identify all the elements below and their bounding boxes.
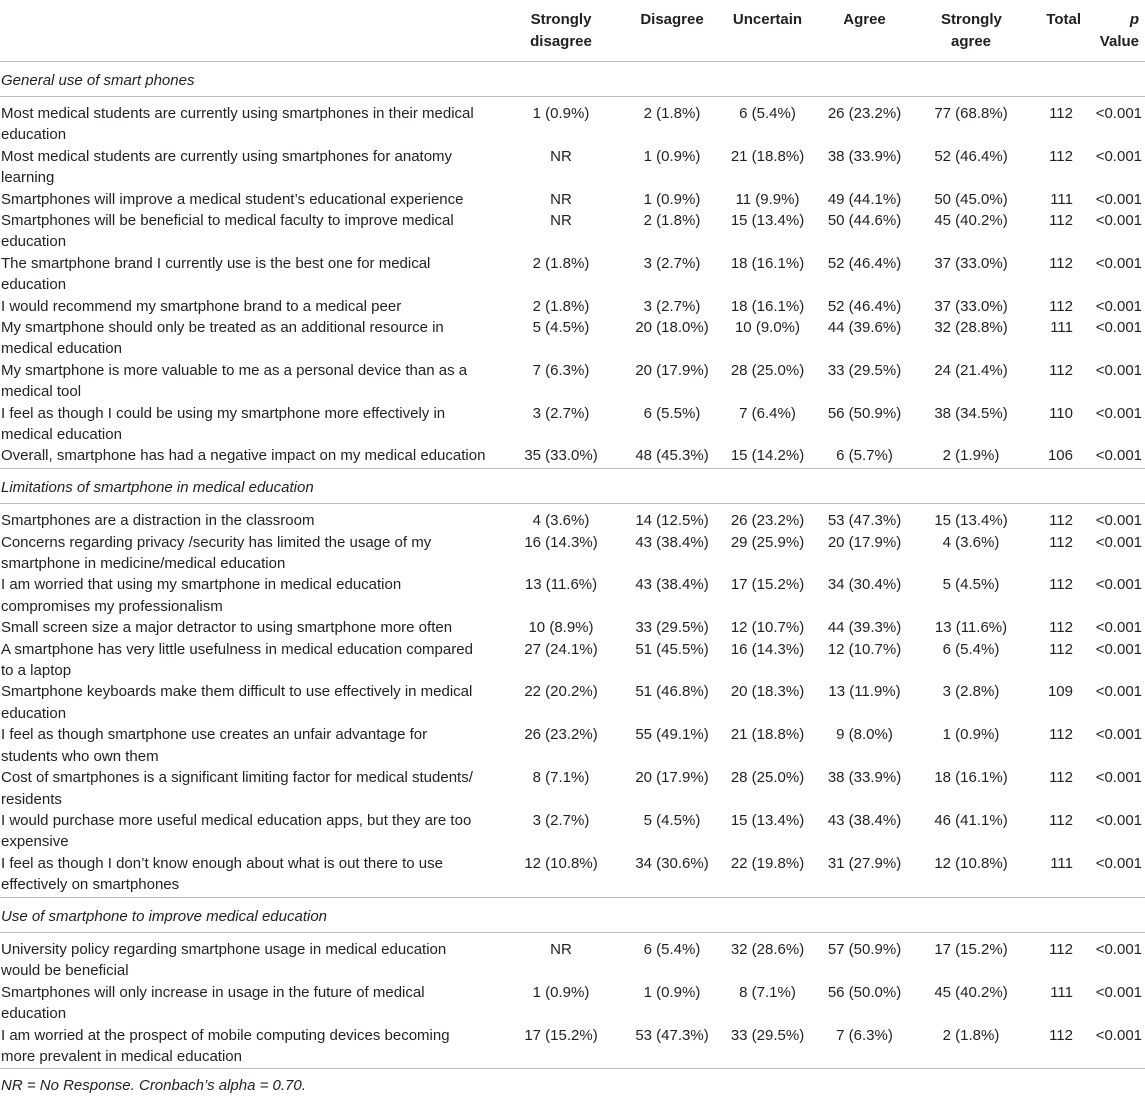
agree-cell: 9 (8.0%): [836, 726, 893, 744]
agree-cell: 44 (39.6%): [827, 318, 902, 336]
uncertain-cell: 33 (29.5%): [717, 1025, 818, 1069]
section-title: Use of smartphone to improve medical education: [0, 897, 1145, 932]
strongly-agree-cell: 45 (40.2%): [934, 211, 1008, 229]
strongly-disagree-cell: 27 (24.1%): [524, 640, 598, 658]
total-cell: 112: [1049, 147, 1073, 165]
strongly-disagree-cell: 4 (3.6%): [532, 512, 590, 530]
question-cell: I feel as though smartphone use creates an unfair advantage for students who own them: [1, 726, 428, 765]
question-cell: I would recommend my smartphone brand to a medical peer: [1, 297, 402, 315]
uncertain-cell: 32 (28.6%): [730, 940, 805, 958]
p-value-cell: <0.001: [1095, 512, 1142, 530]
table-row: [0, 210, 1145, 253]
agree-cell: 56 (50.9%): [827, 404, 902, 422]
question-cell: I would purchase more useful medical education apps, but they are too expensive: [1, 811, 472, 851]
strongly-agree-cell: 17 (15.2%): [934, 940, 1008, 958]
table-header: [0, 0, 1145, 61]
total-cell: 111: [1050, 983, 1073, 1001]
disagree-cell: 20 (17.9%): [635, 769, 709, 787]
table-row: [0, 253, 1145, 296]
p-value-cell: <0.001: [1095, 811, 1142, 829]
strongly-disagree-cell: 2 (1.8%): [532, 254, 590, 272]
p-value-cell: <0.001: [1095, 190, 1142, 208]
agree-cell: 49 (44.1%): [827, 190, 902, 208]
agree-cell: 13 (11.9%): [828, 683, 901, 701]
section-header-row: [0, 468, 1145, 503]
disagree-cell: 51 (46.8%): [635, 683, 709, 701]
total-cell: 112: [1049, 104, 1073, 122]
disagree-cell: 3 (2.7%): [643, 254, 701, 272]
strongly-agree-cell: 1 (0.9%): [942, 726, 1000, 744]
uncertain-cell: 6 (5.4%): [739, 104, 796, 122]
uncertain-cell: 10 (9.0%): [734, 318, 801, 336]
table-row: [0, 532, 1145, 575]
table-row: [0, 1025, 1145, 1069]
table-row: [0, 810, 1145, 853]
uncertain-cell: 16 (14.3%): [730, 640, 805, 658]
total-header: Total: [1031, 0, 1091, 61]
agree-cell: 26 (23.2%): [827, 104, 902, 122]
question-cell: Most medical students are currently using smartphones for anatomy learning: [1, 147, 453, 187]
table-row: [0, 767, 1145, 810]
uncertain-cell: 7 (6.4%): [739, 404, 796, 422]
agree-cell: 33 (29.5%): [827, 361, 902, 379]
disagree-cell: 6 (5.5%): [643, 404, 701, 422]
disagree-cell: 20 (18.0%): [635, 318, 709, 336]
agree-cell: 56 (50.0%): [827, 983, 902, 1001]
total-cell: 112: [1049, 940, 1073, 958]
total-cell: 112: [1049, 254, 1073, 272]
strongly-agree-cell: 18 (16.1%): [934, 769, 1008, 787]
strongly-agree-cell: 37 (33.0%): [934, 297, 1008, 315]
uncertain-cell: 12 (10.7%): [730, 619, 805, 637]
disagree-cell: 2 (1.8%): [643, 104, 701, 122]
uncertain-cell: 21 (18.8%): [730, 726, 805, 744]
agree-cell: 44 (39.3%): [827, 619, 902, 637]
uncertain-cell: 18 (16.1%): [730, 297, 805, 315]
strongly-agree-header: Strongly agree: [911, 0, 1031, 61]
disagree-cell: 53 (47.3%): [627, 1025, 717, 1069]
table-row: [0, 982, 1145, 1025]
total-cell: 112: [1049, 619, 1073, 637]
p-value-cell: <0.001: [1095, 297, 1142, 315]
uncertain-cell: 11 (9.9%): [735, 190, 800, 208]
total-cell: 112: [1049, 769, 1073, 787]
question-cell: Smartphone keyboards make them difficult to use effectively in medical education: [1, 683, 473, 722]
total-cell: 110: [1049, 404, 1073, 422]
question-cell: Concerns regarding privacy /security has limited the usage of my smartphone in medicine/medical education: [1, 533, 432, 573]
p-value-cell: <0.001: [1095, 683, 1142, 701]
table-row: [0, 574, 1145, 617]
agree-cell: 52 (46.4%): [827, 254, 902, 272]
disagree-cell: 55 (49.1%): [635, 726, 709, 744]
agree-cell: 6 (5.7%): [818, 445, 911, 468]
question-cell: A smartphone has very little usefulness in medical education compared to a laptop: [1, 640, 473, 680]
question-cell: My smartphone is more valuable to me as a personal device than as a medical tool: [1, 361, 468, 401]
strongly-disagree-cell: 7 (6.3%): [532, 361, 590, 379]
question-cell: Most medical students are currently using smartphones in their medical education: [1, 104, 474, 144]
question-cell: The smartphone brand I currently use is the best one for medical education: [1, 254, 431, 294]
p-value-cell: <0.001: [1091, 853, 1145, 897]
agree-cell: 57 (50.9%): [827, 940, 902, 958]
strongly-agree-cell: 37 (33.0%): [934, 254, 1008, 272]
question-cell: Smartphones will be beneficial to medical faculty to improve medical education: [1, 211, 454, 251]
strongly-agree-cell: 24 (21.4%): [934, 361, 1008, 379]
table-row: [0, 317, 1145, 360]
total-cell: 112: [1049, 576, 1073, 594]
uncertain-cell: 28 (25.0%): [730, 769, 805, 787]
table-row: [0, 504, 1145, 532]
disagree-cell: 1 (0.9%): [643, 983, 701, 1001]
table-row: [0, 639, 1145, 682]
disagree-cell: 48 (45.3%): [627, 445, 717, 468]
p-value-cell: <0.001: [1095, 769, 1142, 787]
question-cell: Smartphones will improve a medical student’s educational experience: [1, 190, 464, 208]
section-header-row: [0, 897, 1145, 932]
strongly-disagree-cell: 16 (14.3%): [524, 533, 598, 551]
agree-cell: 38 (33.9%): [827, 147, 902, 165]
strongly-agree-cell: 52 (46.4%): [934, 147, 1008, 165]
strongly-disagree-cell: NR: [550, 211, 572, 229]
total-cell: 112: [1049, 512, 1073, 530]
disagree-cell: 14 (12.5%): [635, 512, 709, 530]
uncertain-cell: 15 (13.4%): [730, 211, 805, 229]
section-header-row: [0, 61, 1145, 96]
p-value-cell: <0.001: [1095, 361, 1142, 379]
uncertain-cell: 22 (19.8%): [717, 853, 818, 897]
total-cell: 112: [1049, 811, 1073, 829]
disagree-cell: 1 (0.9%): [643, 190, 701, 208]
strongly-agree-cell: 32 (28.8%): [934, 318, 1008, 336]
p-value-cell: <0.001: [1095, 640, 1142, 658]
strongly-disagree-cell: 26 (23.2%): [524, 726, 598, 744]
total-cell: 111: [1050, 318, 1073, 336]
p-value-cell: <0.001: [1095, 318, 1142, 336]
strongly-disagree-cell: 3 (2.7%): [532, 404, 590, 422]
agree-cell: 43 (38.4%): [827, 811, 902, 829]
total-cell: 106: [1031, 445, 1091, 468]
p-value-cell: <0.001: [1095, 211, 1142, 229]
strongly-disagree-cell: 3 (2.7%): [532, 811, 590, 829]
agree-cell: 38 (33.9%): [827, 769, 902, 787]
p-value-cell: <0.001: [1095, 104, 1142, 122]
total-cell: 111: [1050, 190, 1073, 208]
p-value-cell: <0.001: [1091, 445, 1145, 468]
strongly-agree-cell: 3 (2.8%): [942, 683, 1000, 701]
total-cell: 112: [1031, 1025, 1091, 1069]
total-cell: 111: [1031, 853, 1091, 897]
strongly-disagree-cell: 10 (8.9%): [528, 619, 594, 637]
agree-cell: 52 (46.4%): [827, 297, 902, 315]
table-row: [0, 403, 1145, 446]
table-row: [0, 681, 1145, 724]
disagree-cell: 43 (38.4%): [635, 576, 709, 594]
disagree-cell: 43 (38.4%): [635, 533, 709, 551]
strongly-disagree-cell: 35 (33.0%): [495, 445, 627, 468]
strongly-disagree-cell: 8 (7.1%): [532, 769, 590, 787]
table-row: [0, 445, 1145, 468]
disagree-cell: 20 (17.9%): [635, 361, 709, 379]
p-value-cell: <0.001: [1095, 254, 1142, 272]
table-footnote: NR = No Response. Cronbach’s alpha = 0.70.: [1, 1077, 306, 1095]
question-cell: Cost of smartphones is a significant limiting factor for medical students/ residents: [1, 769, 473, 808]
p-value-cell: <0.001: [1095, 147, 1142, 165]
table-body: [0, 61, 1145, 1069]
disagree-cell: 5 (4.5%): [643, 811, 701, 829]
question-cell: I am worried that using my smartphone in medical education compromises my professionalism: [1, 576, 402, 615]
total-cell: 112: [1049, 361, 1073, 379]
strongly-disagree-cell: 2 (1.8%): [532, 297, 590, 315]
question-cell: I am worried at the prospect of mobile computing devices becoming more prevalent in medical education: [0, 1025, 495, 1069]
agree-cell: 20 (17.9%): [827, 533, 902, 551]
agree-cell: 7 (6.3%): [818, 1025, 911, 1069]
table-row: [0, 853, 1145, 897]
question-cell: Smartphones will only increase in usage in the future of medical education: [1, 983, 425, 1023]
strongly-agree-cell: 15 (13.4%): [934, 512, 1008, 530]
uncertain-cell: 26 (23.2%): [730, 512, 805, 530]
p-value-cell: <0.001: [1095, 533, 1142, 551]
p-value-cell: <0.001: [1095, 983, 1142, 1001]
question-cell: Smartphones are a distraction in the classroom: [1, 512, 315, 530]
agree-cell: 34 (30.4%): [827, 576, 902, 594]
strongly-disagree-cell: NR: [550, 147, 572, 165]
p-value-cell: <0.001: [1095, 404, 1142, 422]
p-value-label: Value: [1099, 33, 1139, 50]
total-cell: 112: [1049, 297, 1073, 315]
strongly-disagree-cell: NR: [550, 940, 572, 958]
strongly-disagree-cell: 5 (4.5%): [532, 318, 590, 336]
strongly-agree-cell: 6 (5.4%): [942, 640, 1000, 658]
table-row: [0, 96, 1145, 145]
question-cell: University policy regarding smartphone usage in medical education would be beneficial: [1, 940, 447, 980]
agree-cell: 31 (27.9%): [818, 853, 911, 897]
disagree-cell: 33 (29.5%): [635, 619, 709, 637]
uncertain-header: Uncertain: [717, 0, 818, 61]
disagree-cell: 3 (2.7%): [643, 297, 701, 315]
disagree-cell: 2 (1.8%): [643, 211, 701, 229]
strongly-agree-cell: 46 (41.1%): [934, 811, 1008, 829]
strongly-agree-cell: 77 (68.8%): [934, 104, 1008, 122]
strongly-agree-cell: 45 (40.2%): [934, 983, 1008, 1001]
p-value-cell: <0.001: [1095, 576, 1142, 594]
table-row: [0, 296, 1145, 317]
question-cell: Small screen size a major detractor to using smartphone more often: [1, 619, 453, 637]
uncertain-cell: 15 (14.2%): [717, 445, 818, 468]
strongly-disagree-header: Strongly disagree: [495, 0, 627, 61]
strongly-disagree-cell: 13 (11.6%): [524, 576, 598, 594]
strongly-disagree-cell: 1 (0.9%): [532, 104, 590, 122]
agree-cell: 50 (44.6%): [827, 211, 902, 229]
uncertain-cell: 21 (18.8%): [730, 147, 805, 165]
total-cell: 109: [1047, 683, 1073, 701]
question-cell: I feel as though I could be using my smartphone more effectively in medical education: [1, 404, 446, 443]
question-cell: I feel as though I don’t know enough about what is out there to use effectively on smartphones: [0, 853, 495, 897]
p-value-cell: <0.001: [1095, 940, 1142, 958]
strongly-agree-cell: 5 (4.5%): [942, 576, 1000, 594]
agree-header: Agree: [818, 0, 911, 61]
uncertain-cell: 28 (25.0%): [730, 361, 805, 379]
table-row: [0, 146, 1145, 189]
uncertain-cell: 18 (16.1%): [730, 254, 805, 272]
strongly-disagree-cell: 1 (0.9%): [532, 983, 590, 1001]
strongly-agree-cell: 13 (11.6%): [934, 619, 1008, 637]
strongly-agree-cell: 4 (3.6%): [942, 533, 1000, 551]
agree-cell: 53 (47.3%): [827, 512, 902, 530]
strongly-disagree-cell: NR: [550, 190, 572, 208]
uncertain-cell: 8 (7.1%): [739, 983, 796, 1001]
table-row: [0, 189, 1145, 210]
strongly-agree-cell: 50 (45.0%): [934, 190, 1008, 208]
uncertain-cell: 20 (18.3%): [730, 683, 805, 701]
strongly-disagree-cell: 17 (15.2%): [495, 1025, 627, 1069]
disagree-cell: 6 (5.4%): [643, 940, 701, 958]
question-column-header: [0, 0, 495, 61]
total-cell: 112: [1049, 726, 1073, 744]
table-row: [0, 724, 1145, 767]
question-cell: Overall, smartphone has had a negative impact on my medical education: [0, 445, 495, 468]
table-row: [0, 932, 1145, 981]
question-cell: My smartphone should only be treated as an additional resource in medical education: [1, 318, 444, 358]
p-value-header: [1091, 0, 1145, 61]
table-row: [0, 360, 1145, 403]
strongly-agree-cell: 12 (10.8%): [911, 853, 1031, 897]
strongly-disagree-cell: 22 (20.2%): [524, 683, 598, 701]
section-title: Limitations of smartphone in medical education: [0, 468, 1145, 503]
strongly-agree-cell: 38 (34.5%): [934, 404, 1008, 422]
disagree-header: Disagree: [627, 0, 717, 61]
disagree-cell: 51 (45.5%): [635, 640, 709, 658]
section-title: General use of smart phones: [0, 61, 1145, 96]
disagree-cell: 1 (0.9%): [643, 147, 701, 165]
uncertain-cell: 15 (13.4%): [730, 811, 805, 829]
total-cell: 112: [1049, 533, 1073, 551]
p-value-cell: <0.001: [1095, 619, 1142, 637]
p-symbol: p: [1129, 11, 1139, 28]
disagree-cell: 34 (30.6%): [627, 853, 717, 897]
total-cell: 112: [1049, 640, 1073, 658]
p-value-cell: <0.001: [1095, 726, 1142, 744]
p-value-cell: <0.001: [1091, 1025, 1145, 1069]
strongly-agree-cell: 2 (1.8%): [911, 1025, 1031, 1069]
agree-cell: 12 (10.7%): [827, 640, 902, 658]
uncertain-cell: 17 (15.2%): [730, 576, 805, 594]
uncertain-cell: 29 (25.9%): [730, 533, 805, 551]
strongly-disagree-cell: 12 (10.8%): [495, 853, 627, 897]
table-row: [0, 617, 1145, 638]
total-cell: 112: [1049, 211, 1073, 229]
strongly-agree-cell: 2 (1.9%): [911, 445, 1031, 468]
